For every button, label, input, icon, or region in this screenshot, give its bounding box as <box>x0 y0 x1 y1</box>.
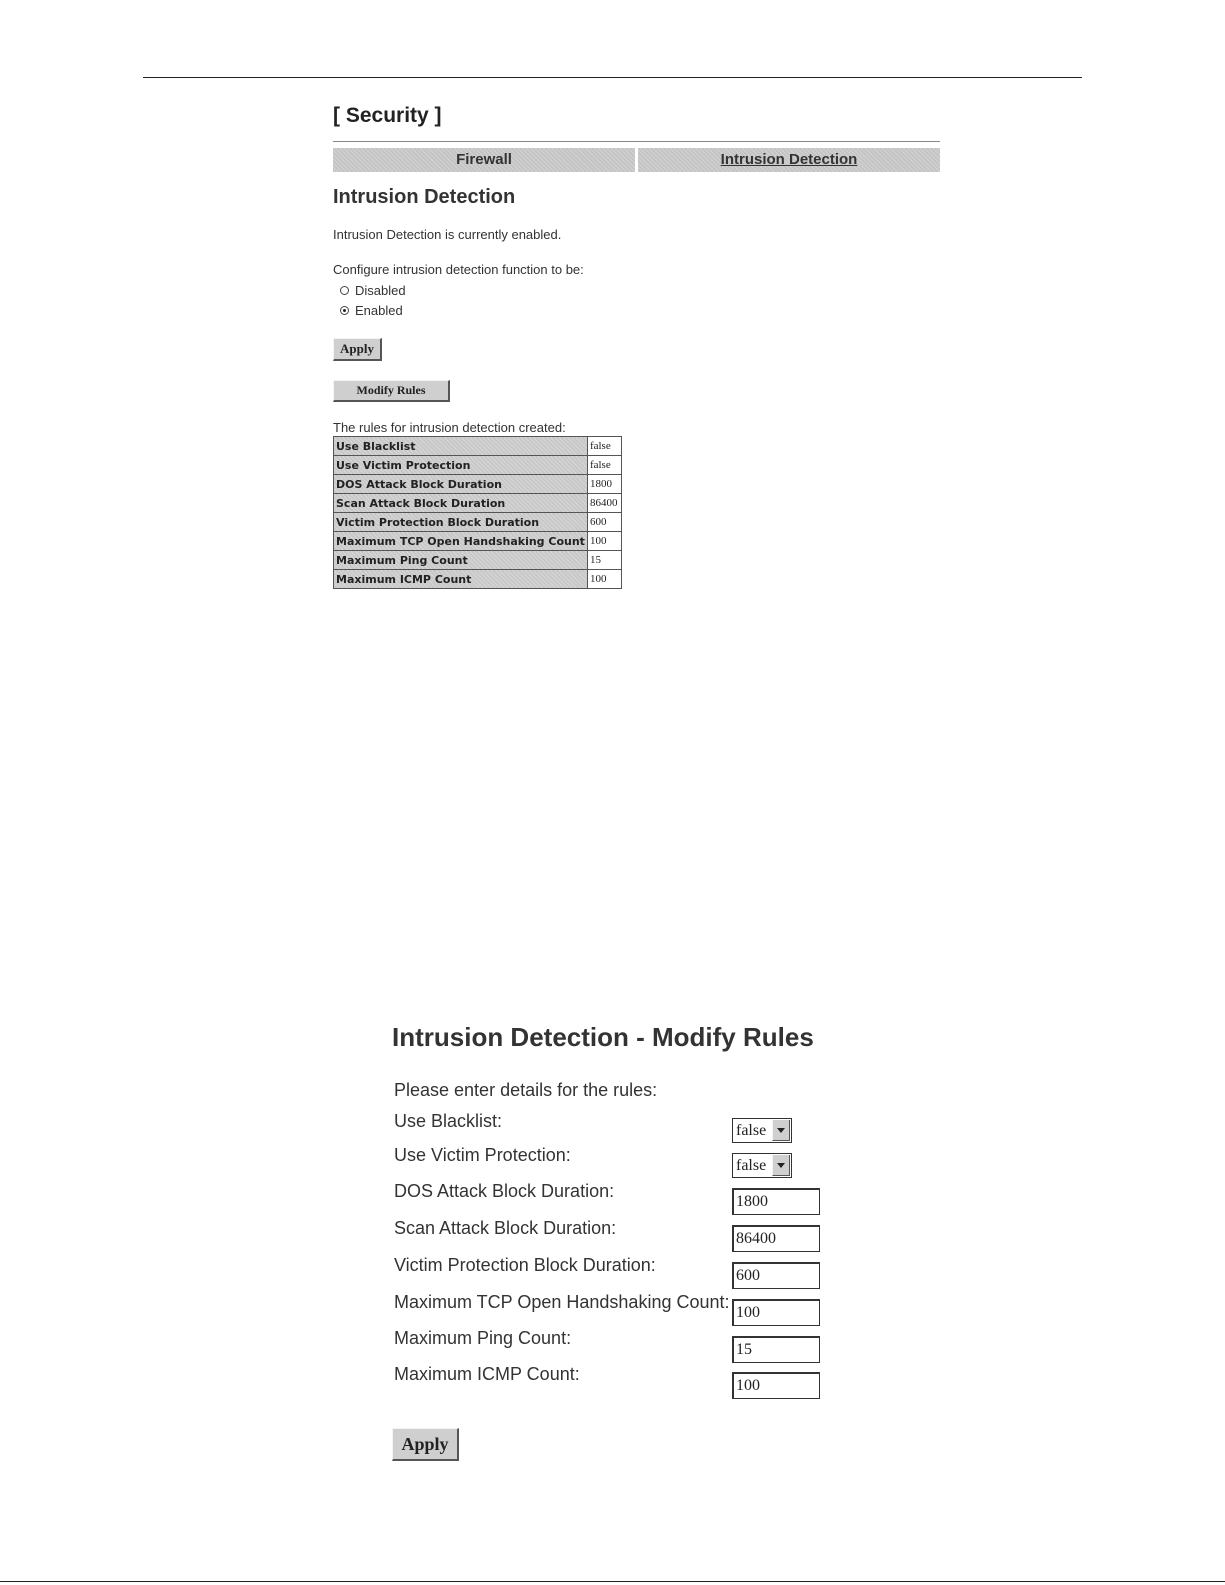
modify-intro-text: Please enter details for the rules: <box>394 1080 658 1100</box>
page-top-rule <box>143 77 1082 78</box>
rule-value: 100 <box>587 570 621 589</box>
rule-value: 86400 <box>587 494 621 513</box>
use-victim-protection-label: Use Victim Protection: <box>394 1145 571 1165</box>
chevron-down-icon[interactable] <box>772 1120 790 1141</box>
max-tcp-handshaking-count-label: Maximum TCP Open Handshaking Count: <box>394 1292 730 1312</box>
section-title: [ Security ] <box>333 104 442 127</box>
modify-rules-heading: Intrusion Detection - Modify Rules <box>392 1022 814 1052</box>
rule-key: Scan Attack Block Duration <box>334 494 588 513</box>
rules-table <box>333 436 622 589</box>
scan-attack-block-duration-label: Scan Attack Block Duration: <box>394 1218 617 1238</box>
chevron-down-icon[interactable] <box>772 1155 790 1176</box>
rule-value: 600 <box>587 513 621 532</box>
rule-key: Maximum Ping Count <box>334 551 588 570</box>
max-ping-count-input[interactable] <box>732 1336 820 1363</box>
modify-rules-button[interactable]: Modify Rules <box>333 380 450 402</box>
victim-protection-block-duration-input[interactable] <box>732 1262 820 1289</box>
table-row <box>334 513 622 532</box>
radio-disabled[interactable] <box>340 286 349 295</box>
table-row <box>334 570 622 589</box>
apply-button[interactable]: Apply <box>333 338 382 361</box>
dos-attack-block-duration-input[interactable] <box>732 1188 820 1215</box>
rule-key: Victim Protection Block Duration <box>334 513 588 532</box>
radio-disabled-label: Disabled <box>355 283 406 298</box>
table-row <box>334 551 622 570</box>
title-divider <box>333 141 940 142</box>
rule-value: false <box>587 456 621 475</box>
max-ping-count-label: Maximum Ping Count: <box>394 1328 572 1348</box>
table-row <box>334 437 622 456</box>
rule-key: Maximum ICMP Count <box>334 570 588 589</box>
use-victim-protection-value: false <box>736 1156 767 1174</box>
configure-text: Configure intrusion detection function to be: <box>333 262 584 277</box>
rule-value: 15 <box>587 551 621 570</box>
max-icmp-count-input[interactable] <box>732 1372 820 1399</box>
modify-apply-button[interactable]: Apply <box>392 1428 459 1461</box>
rule-key: Use Victim Protection <box>334 456 588 475</box>
tab-intrusion-detection[interactable]: Intrusion Detection <box>638 148 940 172</box>
use-blacklist-label: Use Blacklist: <box>394 1111 503 1131</box>
rule-value: 1800 <box>587 475 621 494</box>
max-tcp-handshaking-count-input[interactable] <box>732 1299 820 1326</box>
table-row <box>334 475 622 494</box>
radio-disabled-row[interactable] <box>340 283 406 298</box>
rule-value: 100 <box>587 532 621 551</box>
page-heading: Intrusion Detection <box>333 186 516 208</box>
max-icmp-count-label: Maximum ICMP Count: <box>394 1364 580 1384</box>
status-text: Intrusion Detection is currently enabled. <box>333 227 562 242</box>
tab-bar <box>333 148 940 172</box>
rules-caption: The rules for intrusion detection created: <box>333 420 566 435</box>
radio-enabled-row[interactable] <box>340 303 403 318</box>
radio-enabled-label: Enabled <box>355 303 403 318</box>
scan-attack-block-duration-input[interactable] <box>732 1225 820 1252</box>
rule-key: DOS Attack Block Duration <box>334 475 588 494</box>
victim-protection-block-duration-label: Victim Protection Block Duration: <box>394 1255 656 1275</box>
rule-key: Maximum TCP Open Handshaking Count <box>334 532 588 551</box>
page-bottom-rule <box>0 1581 1225 1582</box>
table-row <box>334 456 622 475</box>
use-victim-protection-select[interactable] <box>732 1153 792 1178</box>
radio-enabled[interactable] <box>340 306 349 315</box>
use-blacklist-select[interactable] <box>732 1118 792 1143</box>
rule-value: false <box>587 437 621 456</box>
table-row <box>334 532 622 551</box>
rule-key: Use Blacklist <box>334 437 588 456</box>
dos-attack-block-duration-label: DOS Attack Block Duration: <box>394 1181 615 1201</box>
tab-firewall[interactable]: Firewall <box>333 148 635 172</box>
table-row <box>334 494 622 513</box>
use-blacklist-value: false <box>736 1121 767 1139</box>
